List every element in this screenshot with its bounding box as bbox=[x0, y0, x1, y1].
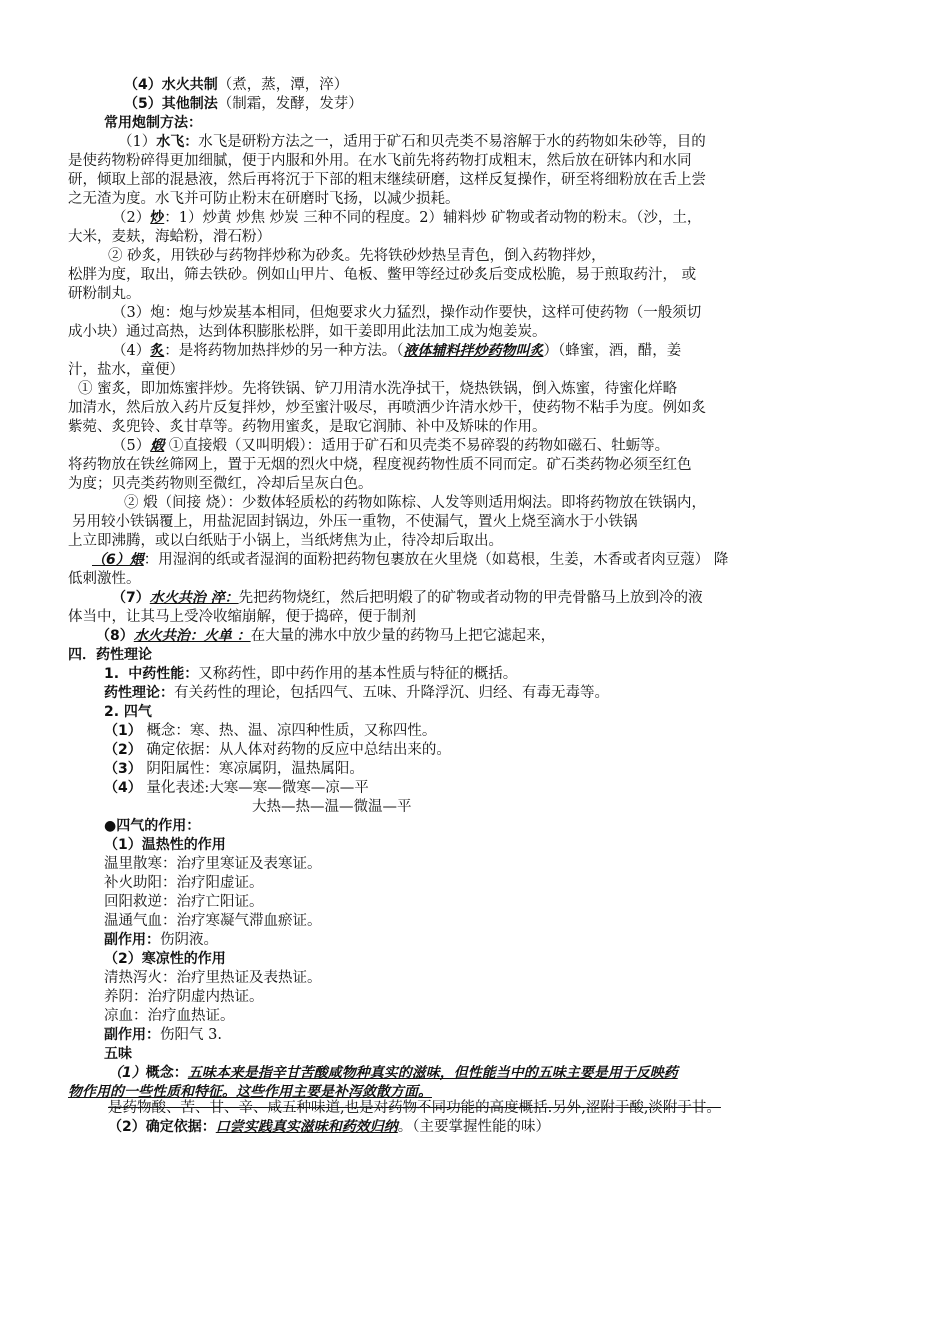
effects-w4: 温通气血：治疗寒凝气滞血瘀证。 bbox=[104, 913, 322, 929]
shuifei-line-4: 之无渣为度。水飞并可防止粉末在研磨时飞扬，以减少损耗。 bbox=[68, 191, 460, 207]
chao-line-5: 研粉制丸。 bbox=[68, 286, 141, 302]
theory-p1: 1. 中药性能：又称药性，即中药作用的基本性质与特征的概括。 bbox=[104, 666, 518, 682]
chao-line-2: 大米，麦麸，海蛤粉，滑石粉） bbox=[68, 229, 271, 245]
chao-line-1: （2）炒：1）炒黄 炒焦 炒炭 三种不同的程度。2）辅料炒 矿物或者动物的粉末。（沙，土， bbox=[112, 210, 702, 226]
theory-p3: 2. 四气 bbox=[104, 704, 152, 720]
wuwei-basis: （2）确定依据：口尝实践真实滋味和药效归纳。（主要掌握性能的味） bbox=[108, 1119, 550, 1135]
effects-c2: 养阴：治疗阴虚内热证。 bbox=[104, 989, 264, 1005]
effects-c1: 清热泻火：治疗里热证及表热证。 bbox=[104, 970, 322, 986]
wei-line-1: （6）煨：用湿润的纸或者湿润的面粉把药物包裹放在火里烧（如葛根，生姜，木香或者肉豆蔻） 降 bbox=[92, 552, 729, 568]
effects-w3: 回阳救逆：治疗亡阳证。 bbox=[104, 894, 264, 910]
duan-line-1: （5）煅 ①直接煅（又叫明煅）：适用于矿石和贝壳类不易碎裂的药物如磁石、牡蛎等。 bbox=[112, 438, 670, 454]
common-methods-heading: 常用炮制方法： bbox=[104, 115, 202, 131]
theory-p2: 药性理论：有关药性的理论，包括四气、五味、升降浮沉、归经、有毒无毒等。 bbox=[104, 685, 609, 701]
document-page bbox=[68, 76, 888, 1137]
cui-line-2: 体当中，让其马上受冷收缩崩解，便于捣碎，便于制剂 bbox=[68, 609, 416, 625]
zhi-line-2: 汁，盐水，童便） bbox=[68, 362, 184, 378]
siqi-q3: （3） 阴阳属性：寒凉属阴，温热属阳。 bbox=[104, 761, 364, 777]
zhi-line-5: 紫菀、炙兜铃、炙甘草等。药物用蜜炙，是取它润肺、补中及矫味的作用。 bbox=[68, 419, 547, 435]
siqi-q1: （1） 概念：寒、热、温、凉四种性质，又称四性。 bbox=[104, 723, 437, 739]
wuwei-concept-line-1: （1）概念：五味本来是指辛甘苦酸咸物种真实的滋味，但性能当中的五味主要是用于反映药 bbox=[108, 1065, 678, 1081]
wei-line-2: 低刺激性。 bbox=[68, 571, 141, 587]
zhi-line-3: ① 蜜炙，即加炼蜜拌炒。先将铁锅、铲刀用清水洗净拭干，烧热铁锅，倒入炼蜜，待蜜化烊略 bbox=[78, 381, 678, 397]
duan-line-5: 另用较小铁锅覆上，用盐泥固封锅边，外压一重物，不使漏气，置火上烧至滴水于小铁锅 bbox=[72, 514, 638, 530]
effects-c3: 凉血：治疗血热证。 bbox=[104, 1008, 235, 1024]
chao-line-4: 松胖为度，取出，筛去铁砂。例如山甲片、龟板、鳖甲等经过砂炙后变成松脆，易于煎取药汁， 或 bbox=[68, 267, 697, 283]
wuwei-concept-line-2: 物作用的一些性质和特征。这些作用主要是补泻敛散方面。 bbox=[68, 1084, 432, 1100]
section-heading-theory: 四．药性理论 bbox=[68, 647, 152, 663]
shuifei-line-1: （1）水飞：水飞是研粉方法之一，适用于矿石和贝壳类不易溶解于水的药物如朱砂等，目的 bbox=[118, 134, 706, 150]
wuwei-title: 五味 bbox=[104, 1046, 132, 1062]
shuifei-line-3: 研，倾取上部的混悬液，然后再将沉于下部的粗末继续研磨，这样反复操作，研至将细粉放在舌上尝 bbox=[68, 172, 706, 188]
wuwei-concept-line-3: 是药物酸、苦、甘、辛、咸五种味道,也是对药物不同功能的高度概括.另外,涩附于酸,淡附于甘。 bbox=[108, 1100, 721, 1116]
duan-line-3: 为度；贝壳类药物则至微红，冷却后呈灰白色。 bbox=[68, 476, 373, 492]
dan-line-1: （8）水火共治：火单 ：在大量的沸水中放少量的药物马上把它滤起来， bbox=[96, 628, 556, 644]
method-line-5: （5）其他制法（制霜，发酵，发芽） bbox=[124, 96, 363, 112]
chao-line-3: ② 砂炙，用铁砂与药物拌炒称为砂炙。先将铁砂炒热呈青色，倒入药物拌炒， bbox=[108, 248, 606, 264]
cui-line-1: （7）水火共治 淬：先把药物烧红，然后把明煅了的矿物或者动物的甲壳骨骼马上放到冷的液 bbox=[112, 590, 703, 606]
effects-side-2: 副作用：伤阳气 3. bbox=[104, 1027, 222, 1043]
siqi-q2: （2） 确定依据：从人体对药物的反应中总结出来的。 bbox=[104, 742, 451, 758]
pao-line-2: 成小块）通过高热，达到体积膨胀松胖，如干姜即用此法加工成为炮姜炭。 bbox=[68, 324, 547, 340]
method-line-4: （4）水火共制（煮，蒸，潭，淬） bbox=[124, 77, 349, 93]
effects-h2: （2）寒凉性的作用 bbox=[104, 951, 226, 967]
effects-h1: （1）温热性的作用 bbox=[104, 837, 226, 853]
duan-line-6: 上立即沸腾，或以白纸贴于小锅上，当纸烤焦为止，待冷却后取出。 bbox=[68, 533, 503, 549]
zhi-line-1: （4）炙：是将药物加热拌炒的另一种方法。（液体辅料拌炒药物叫炙）（蜂蜜，酒，醋，姜 bbox=[112, 343, 682, 359]
duan-line-2: 将药物放在铁丝筛网上，置于无烟的烈火中烧，程度视药物性质不同而定。矿石类药物必须至红色 bbox=[68, 457, 692, 473]
effects-w2: 补火助阳：治疗阳虚证。 bbox=[104, 875, 264, 891]
effects-w1: 温里散寒：治疗里寒证及表寒证。 bbox=[104, 856, 322, 872]
siqi-q4b: 大热—热—温—微温—平 bbox=[252, 799, 412, 815]
siqi-q4: （4） 量化表述:大寒—寒—微寒—凉—平 bbox=[104, 780, 369, 796]
zhi-line-4: 加清水，然后放入药片反复拌炒，炒至蜜汁吸尽，再喷洒少许清水炒干，使药物不粘手为度。例如炙 bbox=[68, 400, 706, 416]
effects-side-1: 副作用：伤阴液。 bbox=[104, 932, 218, 948]
pao-line-1: （3）炮：炮与炒炭基本相同，但炮要求火力猛烈，操作动作要快，这样可使药物（一般须切 bbox=[112, 305, 702, 321]
duan-line-4: ② 煅（间接 烧）：少数体轻质松的药物如陈棕、人发等则适用焖法。即将药物放在铁锅内， bbox=[124, 495, 706, 511]
shuifei-line-2: 是使药物粉碎得更加细腻，便于内服和外用。在水飞前先将药物打成粗末，然后放在研钵内和水同 bbox=[68, 153, 692, 169]
effects-title: ●四气的作用： bbox=[104, 818, 201, 834]
